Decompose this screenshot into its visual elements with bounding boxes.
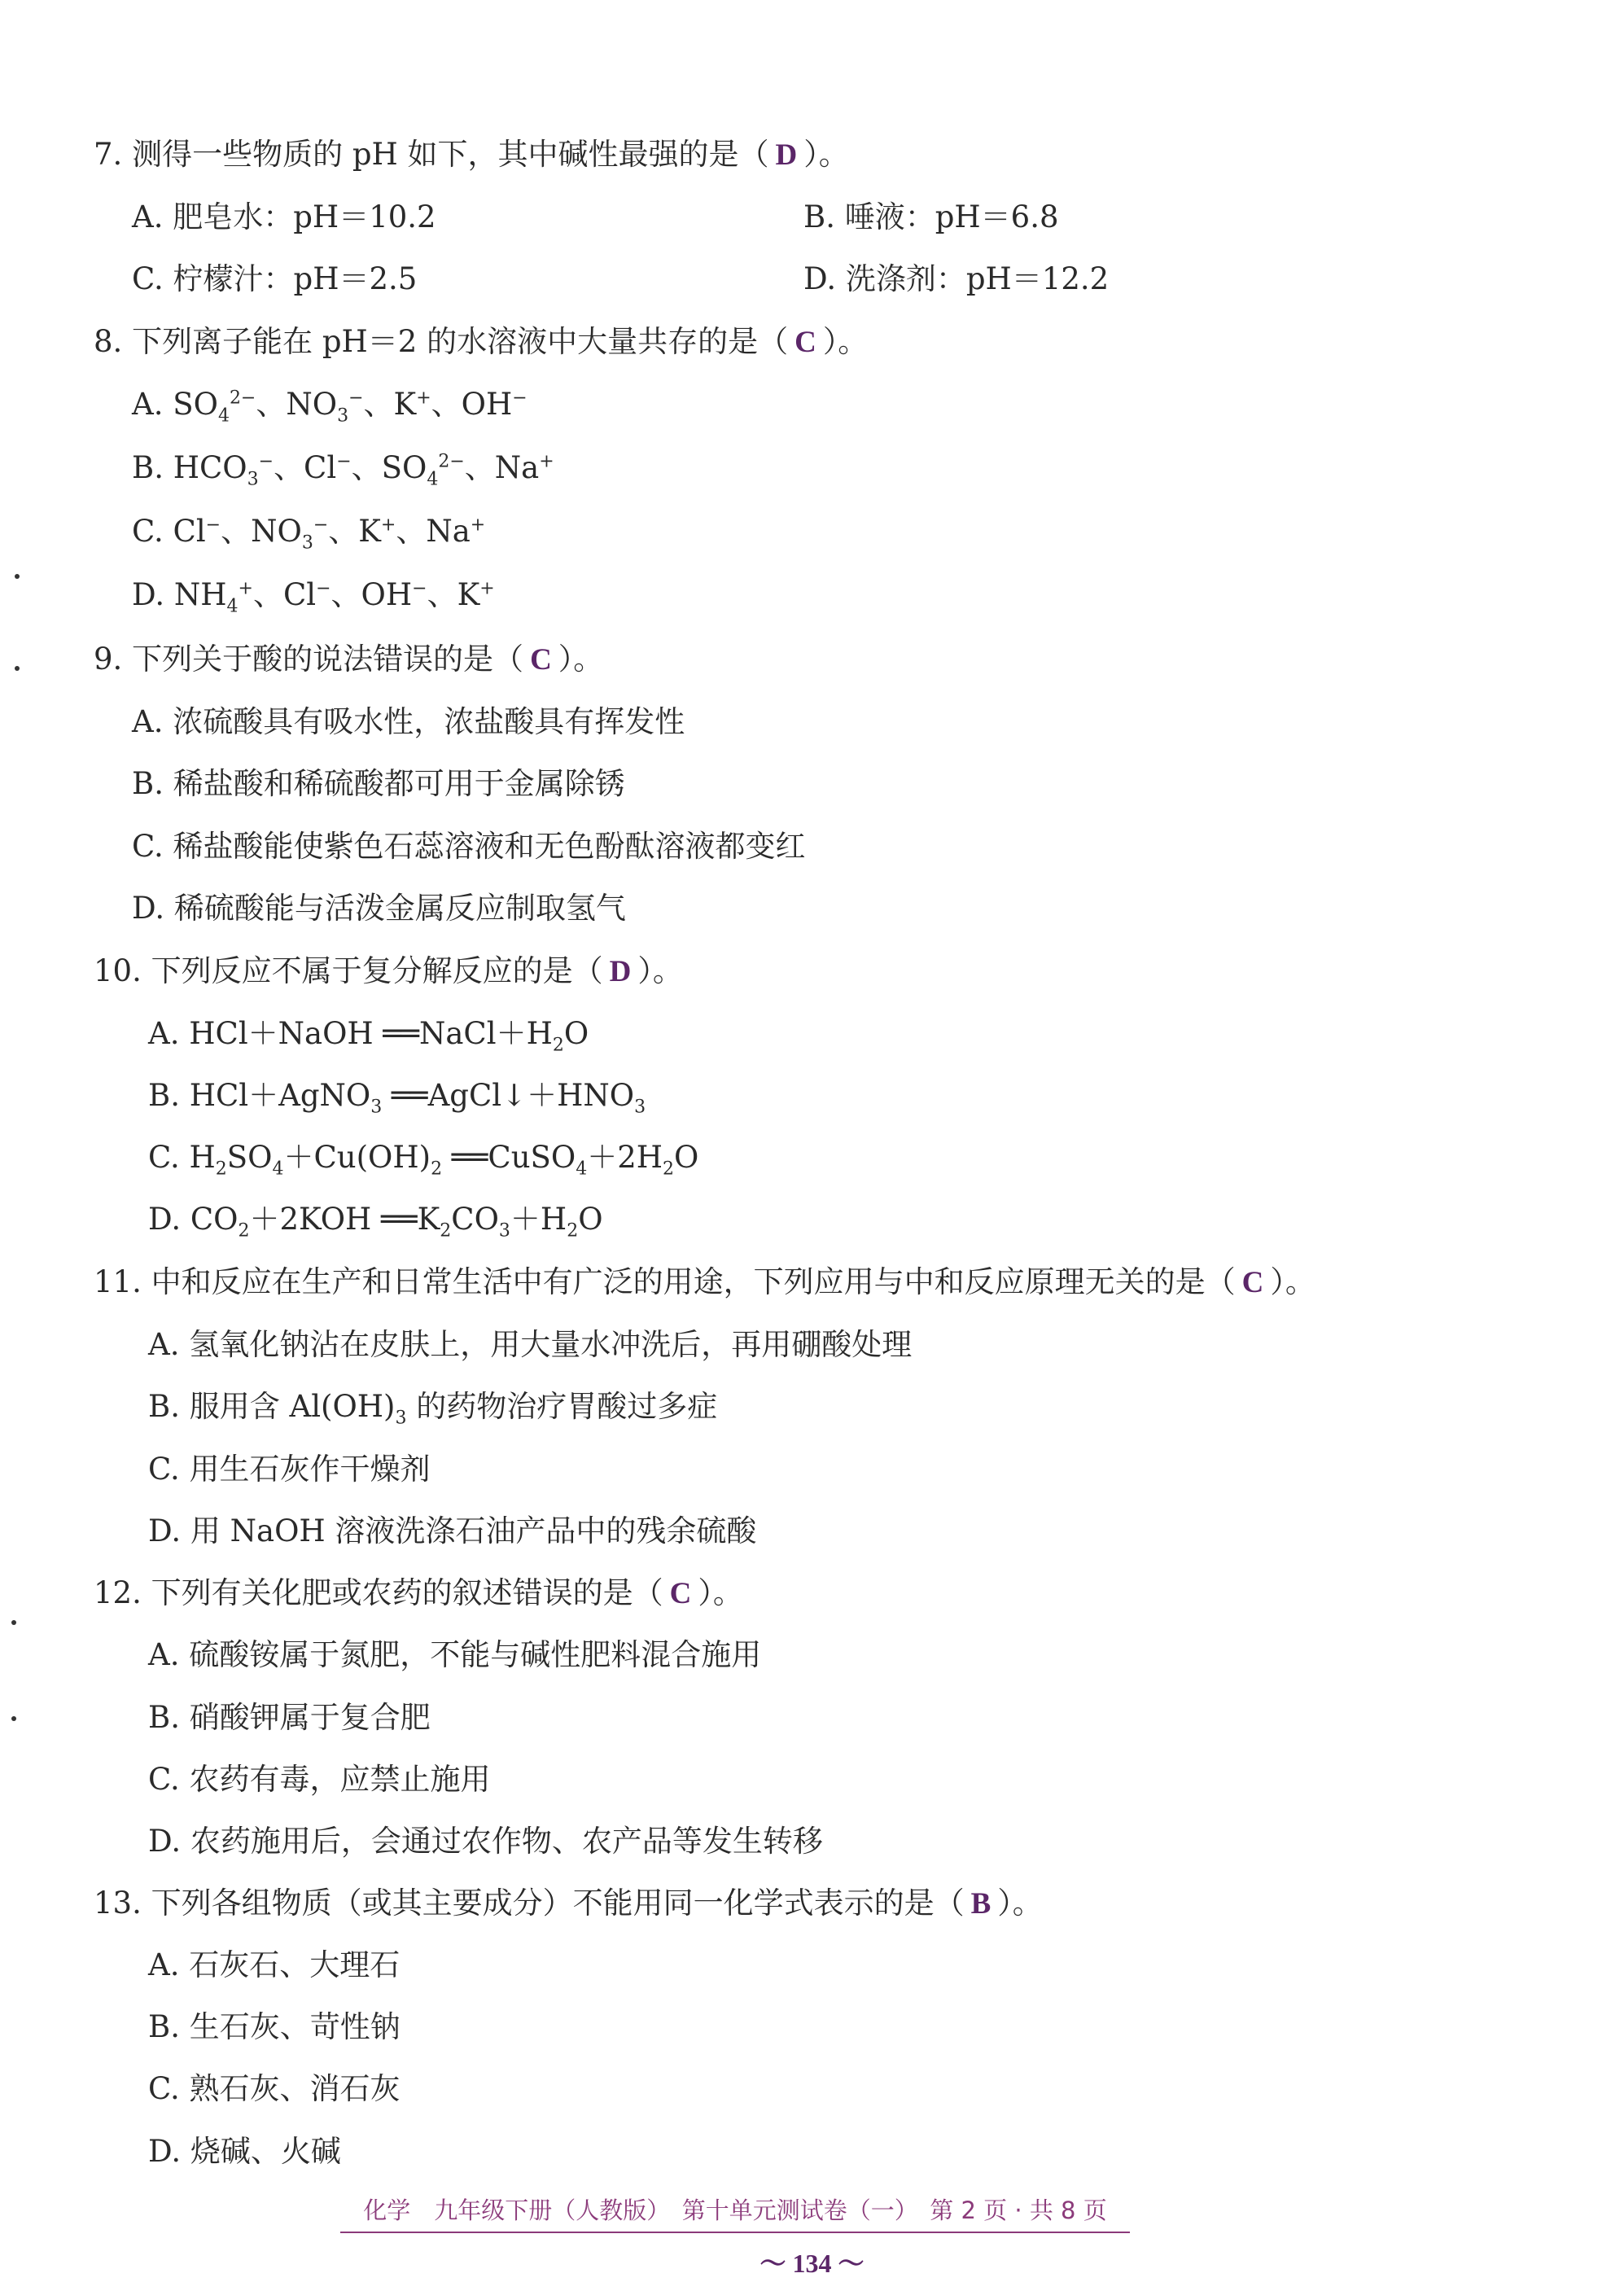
- q10-option-c: C. $H_2SO_4+Cu(OH)_2$ $══CuSO_4+2H_2O$: [148, 1140, 699, 1180]
- scan-mark: [11, 1620, 16, 1625]
- q10-option-a: A. HCl＋NaOH $══NaCl+H_2O$: [148, 1016, 589, 1056]
- q9-option-b: B. 稀盐酸和稀硫酸都可用于金属除锈: [132, 766, 625, 801]
- answer-12: C: [669, 1577, 692, 1610]
- question-9-stem: 9. 下列关于酸的说法错误的是（ C ）。: [94, 642, 604, 677]
- scan-mark: [15, 666, 20, 671]
- q8-option-d: D. $NH_4^+$、Cl−、OH−、K+: [132, 577, 495, 617]
- q13-option-d: D. 烧碱、火碱: [148, 2134, 341, 2169]
- q11-option-d: D. 用 NaOH 溶液洗涤石油产品中的残余硫酸: [148, 1513, 757, 1548]
- page-number: ～ 134 ～: [759, 2249, 865, 2278]
- answer-9: C: [530, 643, 552, 677]
- q11-option-c: C. 用生石灰作干燥剂: [148, 1452, 431, 1487]
- question-12-stem: 12. 下列有关化肥或农药的叙述错误的是（ C ）。: [94, 1575, 743, 1610]
- q11-option-b: B. 服用含 $Al(OH)_3$ 的药物治疗胃酸过多症: [148, 1389, 718, 1429]
- q8-option-b: B. $HCO_3^-$、Cl−、$SO_4^{2-}$、Na+: [132, 450, 554, 490]
- q7-option-a: A. 肥皂水：pH＝10.2: [132, 199, 436, 234]
- q7-option-c: C. 柠檬汁：pH＝2.5: [132, 261, 418, 296]
- q12-option-d: D. 农药施用后，会通过农作物、农产品等发生转移: [148, 1824, 823, 1859]
- q7-option-d: D. 洗涤剂：pH＝12.2: [803, 261, 1110, 296]
- question-13-stem: 13. 下列各组物质（或其主要成分）不能用同一化学式表示的是（ B ）。: [94, 1886, 1043, 1921]
- answer-8: C: [794, 326, 816, 359]
- q13-option-a: A. 石灰石、大理石: [148, 1947, 401, 1982]
- answer-11: C: [1241, 1266, 1264, 1299]
- q12-option-b: B. 硝酸钾属于复合肥: [148, 1700, 431, 1735]
- q13-option-c: C. 熟石灰、消石灰: [148, 2071, 401, 2106]
- footer-info: 化学 九年级下册（人教版） 第十单元测试卷（一） 第 2 页 · 共 8 页: [340, 2194, 1130, 2233]
- q9-option-d: D. 稀硫酸能与活泼金属反应制取氢气: [132, 891, 626, 926]
- scan-mark: [15, 574, 20, 579]
- q13-option-b: B. 生石灰、苛性钠: [148, 2009, 401, 2044]
- q12-option-c: C. 农药有毒，应禁止施用: [148, 1762, 491, 1797]
- question-8-stem: 8. 下列离子能在 pH＝2 的水溶液中大量共存的是（ C ）。: [94, 324, 869, 359]
- q10-option-b: B. HCl＋AgNO$_3$ $══AgCl↓+HNO_3$: [148, 1078, 646, 1118]
- q7-option-b: B. 唾液：pH＝6.8: [803, 199, 1059, 234]
- answer-13: B: [970, 1887, 991, 1921]
- q9-option-c: C. 稀盐酸能使紫色石蕊溶液和无色酚酞溶液都变红: [132, 829, 806, 864]
- q8-option-c: C. Cl−、$NO_3^-$、K+、Na+: [132, 514, 486, 554]
- q10-option-d: D. $CO_2+2KOH$ $══K_2CO_3+H_2O$: [148, 1202, 603, 1242]
- question-11-stem: 11. 中和反应在生产和日常生活中有广泛的用途，下列应用与中和反应原理无关的是（ C ）。: [94, 1264, 1315, 1299]
- scan-mark: [11, 1716, 16, 1721]
- q11-option-a: A. 氢氧化钠沾在皮肤上，用大量水冲洗后，再用硼酸处理: [148, 1327, 913, 1362]
- answer-7: D: [775, 138, 798, 172]
- q8-option-a: A. $SO_4^{2-}$、$NO_3^-$、K+、OH−: [132, 387, 527, 427]
- question-10-stem: 10. 下列反应不属于复分解反应的是（ D ）。: [94, 953, 683, 988]
- question-7-stem: 7. 测得一些物质的 pH 如下，其中碱性最强的是（ D ）。: [94, 137, 849, 172]
- q12-option-a: A. 硫酸铵属于氮肥，不能与碱性肥料混合施用: [148, 1637, 762, 1672]
- q9-option-a: A. 浓硫酸具有吸水性，浓盐酸具有挥发性: [132, 704, 685, 739]
- answer-10: D: [609, 955, 632, 988]
